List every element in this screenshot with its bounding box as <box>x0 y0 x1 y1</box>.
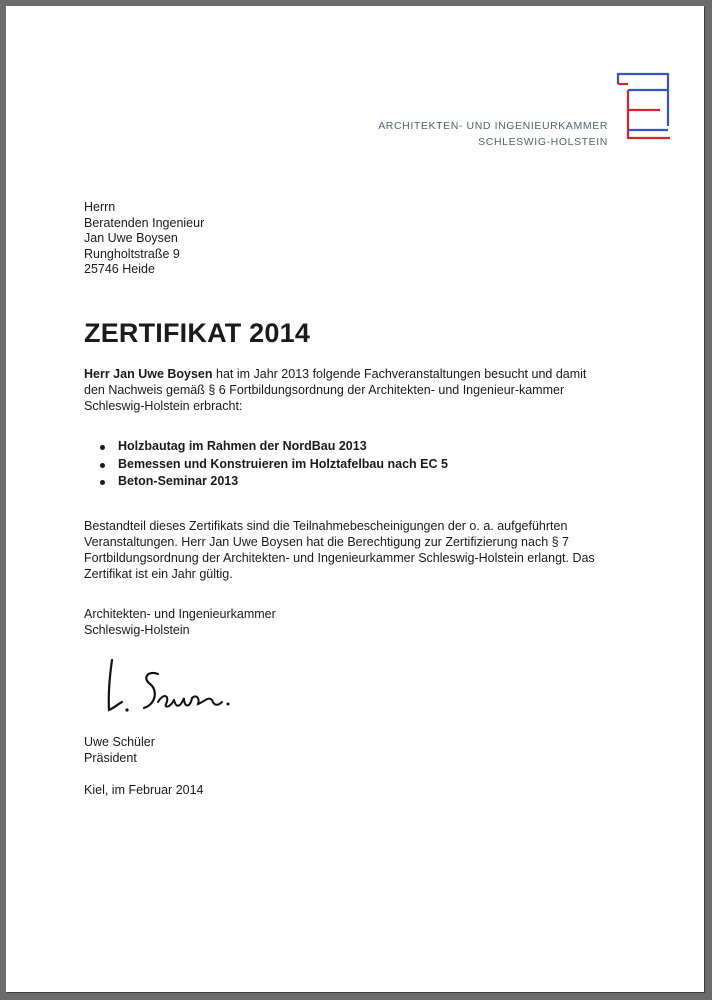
recipient-title: Beratenden Ingenieur <box>84 215 205 230</box>
event-item: Bemessen und Konstruieren im Holztafelbau nach EC 5 <box>94 456 448 474</box>
recipient-salutation: Herrn <box>84 200 116 214</box>
certificate-body: Bestandteil dieses Zertifikats sind die Teilnahmebescheinigungen der o. a. aufgeführten Veranstaltungen. Herr Jan Uwe Boysen hat die Berechtigung zur Zertifizierung nach § 7 Fortbildungsordnung der Architekten- und Ingenieurkammer Schleswig-Holstein erlangt. Das Zertifikat ist ein Jahr gültig. <box>84 519 595 581</box>
handwritten-signature <box>100 652 240 722</box>
recipient-city: 25746 Heide <box>84 262 155 276</box>
event-item: Beton-Seminar 2013 <box>94 473 448 491</box>
signer-block <box>84 734 155 766</box>
logo-blue-frame <box>618 74 668 126</box>
recipient-street: Rungholtstraße 9 <box>84 246 180 261</box>
chamber-logo <box>616 70 672 142</box>
recipient-name: Jan Uwe Boysen <box>84 231 178 245</box>
event-list <box>94 438 448 491</box>
certificate-intro <box>84 366 604 414</box>
signer-role: Präsident <box>84 751 137 765</box>
intro-text: hat im Jahr 2013 folgende Fachveranstaltungen besucht und damit den Nachweis gemäß § 6 Fortbildungsordnung der Architekten- und Ingenieur-kammer Schleswig-Holstein erbracht: <box>84 367 587 413</box>
intro-name: Herr Jan Uwe Boysen <box>84 367 213 381</box>
signoff-organization <box>84 606 276 638</box>
certificate-page <box>6 6 704 992</box>
place-and-date: Kiel, im Februar 2014 <box>84 783 204 797</box>
organization-header <box>378 118 608 150</box>
certificate-title: ZERTIFIKAT 2014 <box>84 318 311 348</box>
signoff-org-line2: Schleswig-Holstein <box>84 623 190 637</box>
recipient-address <box>84 200 204 278</box>
org-header-line2: SCHLESWIG-HOLSTEIN <box>478 136 608 148</box>
signer-name: Uwe Schüler <box>84 735 155 749</box>
signoff-org-line1: Architekten- und Ingenieurkammer <box>84 607 276 621</box>
event-item: Holzbautag im Rahmen der NordBau 2013 <box>94 438 448 456</box>
org-header-line1: ARCHITEKTEN- UND INGENIEURKAMMER <box>378 120 608 132</box>
